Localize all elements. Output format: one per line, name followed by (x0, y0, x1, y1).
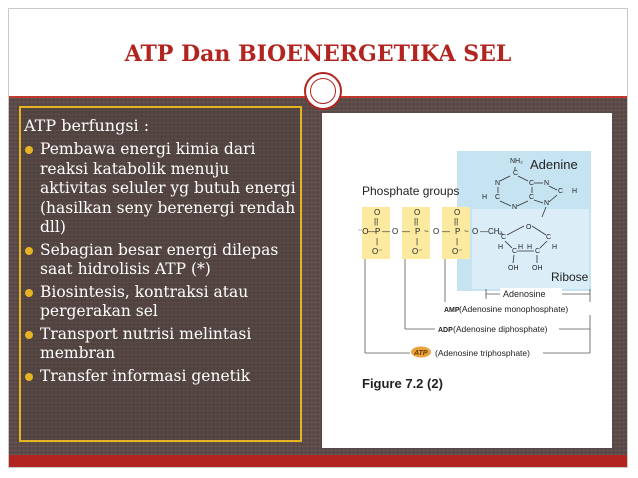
svg-text:C: C (495, 194, 501, 201)
atp-diagram (322, 113, 612, 448)
bullet-icon (25, 373, 33, 381)
adp-label: (Adenosine diphosphate) (453, 324, 548, 334)
svg-text:|: | (376, 237, 379, 246)
svg-text:⁻O: ⁻O (358, 227, 369, 236)
svg-text:C: C (546, 234, 552, 241)
amp-label: (Adenosine monophosphate) (459, 304, 569, 314)
svg-text:P: P (455, 227, 461, 236)
adenosine-label: Adenosine (503, 289, 546, 299)
svg-text:O: O (433, 227, 440, 236)
slide-title: ATP Dan BIOENERGETIKA SEL (124, 41, 512, 67)
bullet-list (22, 140, 298, 389)
svg-text:~: ~ (424, 227, 429, 236)
svg-text:O: O (374, 208, 381, 217)
svg-text:N: N (544, 180, 550, 187)
svg-text:O: O (526, 224, 532, 231)
bullet-icon (25, 289, 33, 297)
figure-caption: Figure 7.2 (2) (362, 376, 443, 391)
svg-text:O: O (392, 227, 399, 236)
bullet-icon (25, 331, 33, 339)
svg-text:N: N (544, 200, 550, 207)
svg-text:P: P (375, 227, 381, 236)
svg-text:—: — (480, 227, 488, 236)
atp-structure-figure (322, 113, 612, 448)
svg-text:O: O (414, 208, 421, 217)
amp-tag: AMP (444, 307, 460, 314)
content-heading: ATP berfungsi : (24, 116, 150, 135)
list-item (22, 241, 298, 280)
svg-text:O⁻: O⁻ (412, 247, 423, 256)
svg-text:O: O (454, 208, 461, 217)
svg-text:O⁻: O⁻ (372, 247, 383, 256)
svg-text:|: | (456, 237, 459, 246)
svg-text:C: C (501, 234, 507, 241)
list-item (22, 325, 298, 364)
svg-text:H: H (572, 188, 578, 195)
list-item (22, 367, 298, 387)
svg-text:C: C (512, 248, 518, 255)
adenine-label: Adenine (530, 157, 578, 172)
svg-text:||: || (454, 217, 459, 226)
svg-text:H: H (498, 244, 504, 251)
svg-text:OH: OH (532, 265, 543, 272)
svg-text:O: O (472, 227, 479, 236)
svg-text:CH₂: CH₂ (488, 227, 503, 236)
svg-text:P: P (415, 227, 421, 236)
svg-text:C: C (513, 170, 519, 177)
svg-text:NH₂: NH₂ (510, 158, 523, 165)
svg-text:OH: OH (508, 265, 519, 272)
svg-text:~: ~ (464, 227, 469, 236)
circle-emblem-icon (304, 72, 342, 110)
svg-text:H: H (552, 244, 558, 251)
svg-text:C: C (529, 180, 535, 187)
svg-text:N: N (512, 204, 518, 211)
svg-text:N: N (495, 180, 501, 187)
svg-text:—: — (442, 227, 450, 236)
svg-text:—: — (382, 227, 390, 236)
bullet-text: Sebagian besar energi dilepas saat hidrolisis ATP (*) (40, 240, 279, 278)
svg-text:C: C (558, 188, 564, 195)
atp-label: (Adenosine triphosphate) (435, 348, 530, 358)
bullet-icon (25, 146, 33, 154)
bullet-text: Transport nutrisi melintasi membran (40, 324, 252, 362)
bullet-text: Pembawa energi kimia dari reaksi katabolik menuju aktivitas seluler yg butuh energi (hasilkan seny berenergi rendah dll) (40, 140, 296, 236)
svg-text:C: C (535, 248, 541, 255)
bullet-icon (25, 247, 33, 255)
bullet-text: Transfer informasi genetik (40, 366, 251, 385)
svg-text:—: — (368, 227, 376, 236)
svg-text:H: H (518, 244, 524, 251)
adp-tag: ADP (438, 327, 453, 334)
svg-text:||: || (374, 217, 379, 226)
atp-tag: ATP (414, 350, 428, 357)
svg-text:H: H (527, 244, 533, 251)
ribose-label: Ribose (551, 270, 589, 284)
svg-text:C: C (529, 194, 535, 201)
svg-text:|: | (416, 237, 419, 246)
list-item (22, 140, 298, 238)
svg-text:H: H (482, 194, 488, 201)
phosphate-groups-label: Phosphate groups (362, 184, 460, 198)
svg-text:—: — (402, 227, 410, 236)
bullet-text: Biosintesis, kontraksi atau pergerakan sel (40, 282, 249, 320)
bottom-accent-bar (9, 455, 627, 467)
list-item (22, 283, 298, 322)
svg-text:||: || (414, 217, 419, 226)
svg-text:O⁻: O⁻ (452, 247, 463, 256)
